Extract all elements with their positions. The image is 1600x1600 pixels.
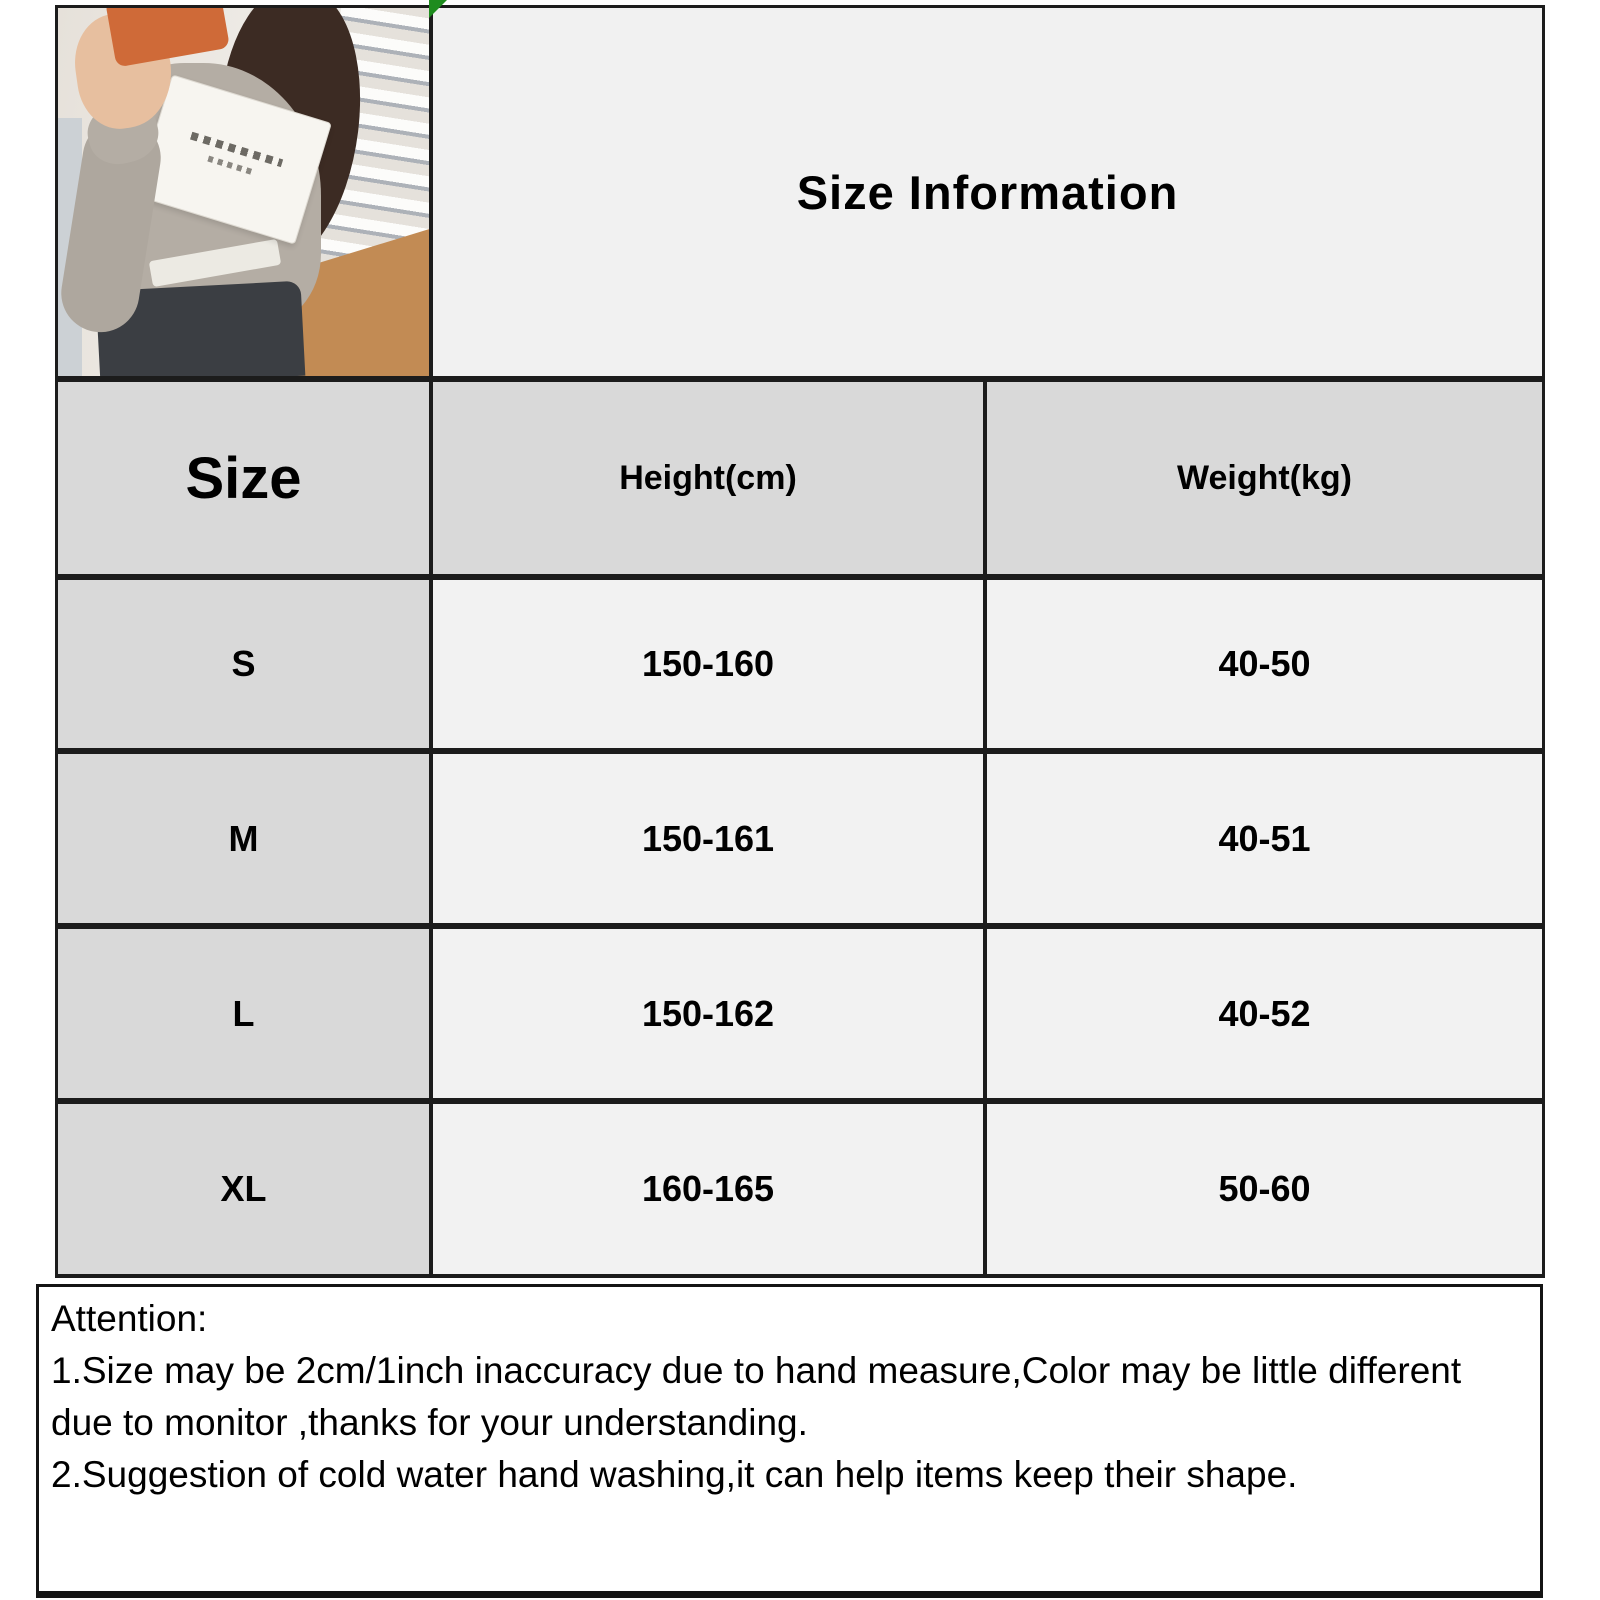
title-cell xyxy=(433,8,1542,376)
table-cell-height-xl: 160-165 xyxy=(433,1104,983,1274)
green-corner-triangle-icon xyxy=(429,0,447,18)
page-title: Size Information xyxy=(796,165,1179,219)
table-cell-height-s: 150-160 xyxy=(433,580,983,748)
size-information-table xyxy=(55,5,1545,1278)
table-row-label-l: L xyxy=(58,929,429,1098)
table-cell-height-m: 150-161 xyxy=(433,754,983,923)
attention-note-2: 2.Suggestion of cold water hand washing,it can help items keep their shape. xyxy=(51,1454,1298,1495)
photo-clutch-text-line xyxy=(190,132,283,167)
column-header-weight: Weight(kg) xyxy=(987,382,1542,574)
table-row-label-m: M xyxy=(58,754,429,923)
column-header-height: Height(cm) xyxy=(433,382,983,574)
table-cell-weight-m: 40-51 xyxy=(987,754,1542,923)
table-row-label-xl: XL xyxy=(58,1104,429,1274)
photo-clutch-text-line xyxy=(207,156,252,175)
table-cell-height-l: 150-162 xyxy=(433,929,983,1098)
product-photo xyxy=(58,8,429,376)
table-row-label-s: S xyxy=(58,580,429,748)
attention-heading: Attention: xyxy=(51,1298,208,1339)
attention-box xyxy=(36,1284,1543,1598)
column-header-size: Size xyxy=(58,382,429,574)
table-cell-weight-l: 40-52 xyxy=(987,929,1542,1098)
table-cell-weight-s: 40-50 xyxy=(987,580,1542,748)
table-cell-weight-xl: 50-60 xyxy=(987,1104,1542,1274)
attention-note-1: 1.Size may be 2cm/1inch inaccuracy due to hand measure,Color may be little different due to monitor ,thanks for your understanding. xyxy=(51,1350,1462,1443)
